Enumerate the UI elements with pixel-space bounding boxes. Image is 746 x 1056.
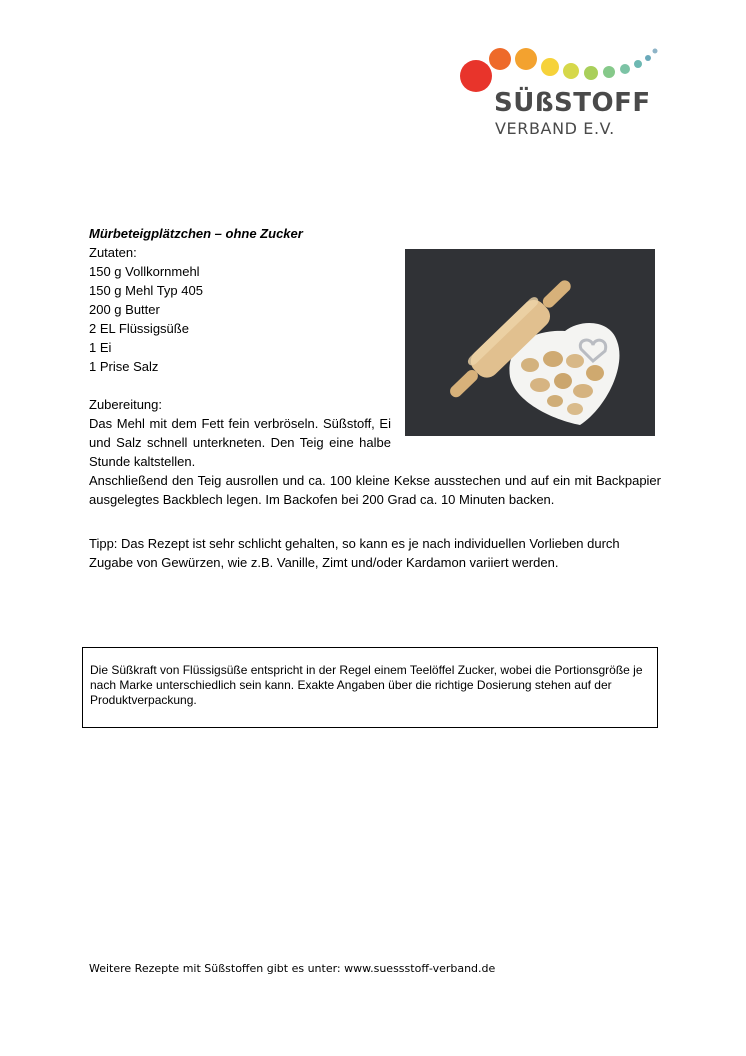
logo-dot <box>584 66 598 80</box>
recipe-photo <box>405 249 655 436</box>
recipe-title: Mürbeteigplätzchen – ohne Zucker <box>89 226 303 241</box>
logo-dot <box>603 66 615 78</box>
ingredient-item: 1 Prise Salz <box>89 359 159 374</box>
logo-dot <box>489 48 511 70</box>
logo-dot <box>563 63 579 79</box>
note-box <box>82 647 658 728</box>
preparation-heading: Zubereitung: <box>89 397 162 412</box>
logo-dot <box>634 60 642 68</box>
ingredients-heading: Zutaten: <box>89 245 137 260</box>
logo-dot <box>653 49 658 54</box>
logo-dot <box>620 64 630 74</box>
logo-wordmark: SÜßSTOFF <box>494 88 651 118</box>
preparation-step: Das Mehl mit dem Fett fein verbröseln. Süßstoff, Ei und Salz schnell unterkneten. Den Teig eine halbe Stunde kaltstellen. <box>89 416 391 469</box>
ingredient-item: 1 Ei <box>89 340 112 355</box>
ingredient-item: 2 EL Flüssigsüße <box>89 321 189 336</box>
logo-dot <box>541 58 559 76</box>
logo-subtitle: VERBAND E.V. <box>495 119 615 138</box>
ingredient-item: 200 g Butter <box>89 302 160 317</box>
recipe-tip: Tipp: Das Rezept ist sehr schlicht gehalten, so kann es je nach individuellen Vorlieben durch Zugabe von Gewürzen, wie z.B. Vanille, Zimt und/oder Kardamon variiert werden. <box>89 536 620 570</box>
preparation-step: Anschließend den Teig ausrollen und ca. 100 kleine Kekse ausstechen und auf ein mit Backpapier ausgelegtes Backblech legen. Im Backofen bei 200 Grad ca. 10 Minuten backen. <box>89 473 661 507</box>
footer-text: Weitere Rezepte mit Süßstoffen gibt es unter: www.suessstoff-verband.de <box>89 962 496 975</box>
note-text: Die Süßkraft von Flüssigsüße entspricht in der Regel einem Teelöffel Zucker, wobei die Portionsgröße je nach Marke unterschiedlich sein kann. Exakte Angaben über die richtige Dosierung stehen auf der Produktverpackung. <box>90 663 643 707</box>
logo-dot <box>460 60 492 92</box>
ingredient-item: 150 g Vollkornmehl <box>89 264 200 279</box>
logo-dot <box>645 55 651 61</box>
logo-dot <box>515 48 537 70</box>
ingredient-item: 150 g Mehl Typ 405 <box>89 283 203 298</box>
recipe-section <box>89 224 661 509</box>
